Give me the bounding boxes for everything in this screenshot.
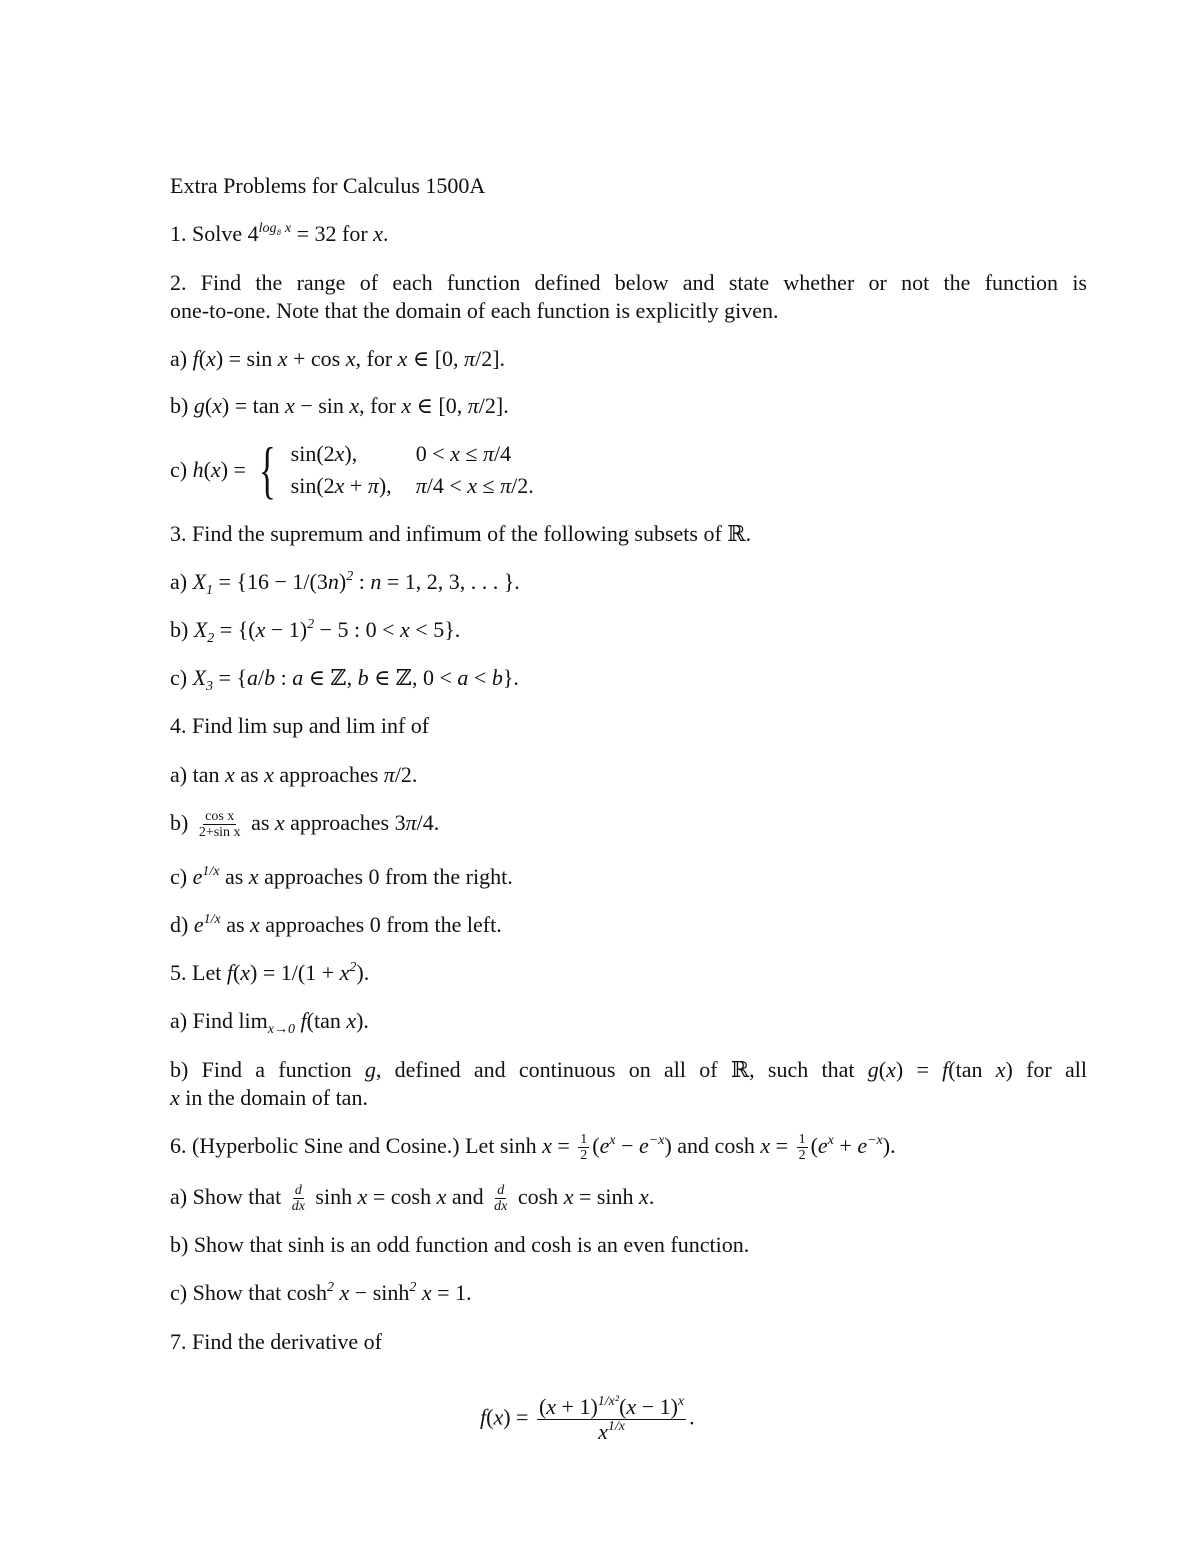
numerator — [578, 1132, 589, 1148]
text-run: ∈ [0, — [411, 393, 468, 418]
math-variable: x — [373, 221, 383, 246]
denominator — [596, 1420, 627, 1444]
superscript: 2 — [307, 617, 315, 632]
math-variable: π — [464, 346, 476, 371]
numerator — [293, 1183, 304, 1199]
problem-line — [170, 1056, 1087, 1084]
text-run: 4. Find lim sup and lim inf of — [170, 713, 430, 738]
fraction — [578, 1132, 589, 1164]
text-run: − sin — [294, 393, 350, 418]
math-variable: X — [192, 569, 207, 594]
text-run: c) — [170, 665, 193, 690]
math-variable: π — [383, 762, 395, 787]
piecewise-label — [170, 456, 246, 484]
problem-line — [170, 568, 520, 596]
text-run: 7. Find the derivative of — [170, 1329, 383, 1354]
problem-line — [170, 220, 388, 248]
superscript: 1/x — [607, 1419, 625, 1435]
text-run: (tan — [306, 1008, 347, 1033]
denominator — [290, 1199, 307, 1214]
math-variable: x — [401, 393, 412, 418]
text-run: = cosh — [367, 1184, 437, 1209]
problem-line — [170, 809, 439, 841]
text-run: , for — [355, 346, 398, 371]
text-run: in the domain of tan. — [179, 1085, 368, 1110]
math-variable: e — [192, 864, 203, 889]
text-run: a) Show that — [170, 1184, 287, 1209]
math-variable: x — [450, 441, 460, 466]
text-run: ( — [232, 960, 241, 985]
math-variable: b — [357, 665, 369, 690]
text-run: c) — [170, 864, 193, 889]
math-variable: a — [247, 665, 259, 690]
text-run: ) = tan — [221, 393, 286, 418]
document-title: Extra Problems for Calculus 1500A — [170, 173, 486, 198]
text-run: approaches 0 from the right. — [258, 864, 513, 889]
superscript: 2 — [346, 569, 354, 584]
math-variable: x — [250, 912, 260, 937]
math-variable: a — [292, 665, 304, 690]
problem-line — [170, 1007, 369, 1035]
denominator — [797, 1148, 808, 1163]
text-run: /2]. — [478, 393, 509, 418]
text-run: = — [770, 1133, 794, 1158]
text-run: b) Show that sinh is an odd function and cosh is an even function. — [170, 1232, 750, 1257]
problem-line — [170, 345, 505, 373]
text-run: < 5}. — [409, 617, 461, 642]
text-run: = 32 for — [291, 221, 374, 246]
math-variable: π — [415, 473, 427, 498]
text-run: = sinh — [573, 1184, 640, 1209]
numerator — [495, 1183, 506, 1199]
text-run: b) — [170, 393, 194, 418]
problem-line — [170, 297, 779, 325]
text-run: cosh — [512, 1184, 564, 1209]
math-variable: x — [277, 346, 288, 371]
problem-line — [170, 1183, 654, 1215]
text-run: ( — [204, 393, 213, 418]
text-run: 5. Let — [170, 960, 227, 985]
text-run: 2+sin x — [198, 825, 241, 841]
math-variable: x — [264, 762, 274, 787]
text-run: 1. Solve 4 — [170, 221, 259, 246]
math-variable: x — [170, 1085, 180, 1110]
text-run: a) — [170, 569, 193, 594]
math-variable: x — [334, 473, 345, 498]
text-run: /4 < — [426, 473, 468, 498]
problem-line — [170, 911, 502, 939]
fraction — [537, 1395, 686, 1444]
math-variable: x — [285, 393, 295, 418]
problem-line — [170, 616, 460, 644]
text-run: ) = sin — [215, 346, 278, 371]
math-variable: x — [397, 346, 408, 371]
math-variable: π — [405, 810, 417, 835]
math-variable: x — [255, 617, 266, 642]
problem-line — [170, 434, 534, 505]
math-variable: x — [206, 346, 216, 371]
problem-line — [170, 1132, 896, 1164]
problem-line — [170, 520, 751, 548]
superscript: x — [609, 1133, 616, 1148]
text-run: ∈ ℤ, — [303, 665, 358, 690]
text-run: ( — [203, 457, 211, 482]
text-run: ) = — [220, 457, 246, 482]
superscript: −x — [648, 1133, 665, 1148]
text-run: a) — [170, 346, 193, 371]
text-run: < — [468, 665, 492, 690]
text-run: − — [615, 1133, 640, 1158]
text-run: d) — [170, 912, 194, 937]
text-run: /2]. — [475, 346, 506, 371]
text-run: + — [344, 473, 368, 498]
math-variable: f — [300, 1008, 307, 1033]
text-run: , for — [359, 393, 402, 418]
text-run: = { — [213, 665, 248, 690]
text-run: = {( — [214, 617, 256, 642]
math-variable: x — [995, 1057, 1006, 1082]
math-variable: X — [192, 665, 207, 690]
problem-line — [170, 269, 1087, 297]
problem-line — [170, 863, 513, 891]
text-run: one-to-one. Note that the domain of each function is explicitly given. — [170, 298, 779, 323]
case-expression — [291, 440, 392, 468]
fraction — [797, 1132, 808, 1164]
subscript: 2 — [207, 631, 215, 646]
superscript: x — [827, 1133, 834, 1148]
denominator — [197, 825, 243, 840]
math-variable: a — [457, 665, 469, 690]
math-variable: x — [542, 1133, 552, 1158]
text-run: ( — [619, 1394, 627, 1419]
text-run: a) Find lim — [170, 1008, 268, 1033]
text-run: ( — [810, 1133, 818, 1158]
math-variable: e — [639, 1133, 649, 1158]
problem-line — [170, 761, 417, 789]
problem-line — [170, 664, 519, 692]
text-run: approaches — [273, 762, 384, 787]
case-expression — [291, 472, 392, 500]
text-run: − 1) — [265, 617, 308, 642]
text-run: − 1) — [636, 1394, 678, 1419]
math-variable: x — [212, 393, 222, 418]
text-run: = 1, 2, 3, . . . }. — [381, 569, 520, 594]
math-variable: x — [639, 1184, 649, 1209]
subscript: 3 — [206, 679, 214, 694]
math-variable: b — [491, 665, 503, 690]
math-variable: f — [942, 1057, 949, 1082]
math-variable: x — [436, 1184, 447, 1209]
superscript: 2 — [327, 1280, 335, 1295]
text-run: 2 — [580, 1148, 588, 1164]
superscript: 2 — [409, 1280, 417, 1295]
superscript: −x — [867, 1133, 883, 1148]
problem-line — [170, 712, 429, 740]
math-variable: dx — [291, 1199, 305, 1215]
text-run: = {16 − 1/(3 — [213, 569, 328, 594]
math-variable: e — [817, 1133, 828, 1158]
text-run: + 1) — [556, 1394, 598, 1419]
problem-line — [480, 1395, 695, 1444]
text-run: : — [353, 569, 371, 594]
math-variable: h — [192, 457, 204, 482]
text-run: sinh — [309, 1184, 358, 1209]
text-run: 3. Find the supremum and infimum of the following subsets of ℝ. — [170, 521, 752, 546]
denominator — [492, 1199, 509, 1214]
text-run: = — [551, 1133, 576, 1158]
problem-line — [170, 1328, 382, 1356]
left-brace-icon: { — [258, 434, 276, 505]
text-run: sin(2 — [290, 473, 335, 498]
math-variable: x — [886, 1057, 896, 1082]
math-variable: x — [248, 864, 259, 889]
text-run: 6. (Hyperbolic Sine and Cosine.) Let sinh — [170, 1133, 543, 1158]
text-run: ( — [486, 1404, 494, 1430]
text-run: /4 — [493, 441, 512, 466]
math-variable: g — [193, 393, 205, 418]
math-variable: x — [760, 1133, 771, 1158]
math-variable: x — [210, 457, 221, 482]
text-run: ), — [378, 473, 392, 498]
math-variable: x — [345, 346, 356, 371]
text-run: ). — [882, 1133, 896, 1158]
numerator — [203, 809, 236, 825]
problem-line — [170, 959, 369, 987]
math-variable: x — [598, 1419, 608, 1445]
text-run: + cos — [287, 346, 346, 371]
math-variable: x — [400, 617, 410, 642]
text-run: 1 — [580, 1132, 588, 1148]
text-run: ≤ — [459, 441, 483, 466]
math-variable: x — [493, 1404, 504, 1430]
math-variable: π — [367, 473, 379, 498]
text-run: ∈ ℤ, 0 < — [368, 665, 458, 690]
problem-line — [170, 1279, 472, 1307]
text-run: a) tan — [170, 762, 225, 787]
superscript: 1/x² — [597, 1394, 620, 1409]
problem-line — [170, 1084, 368, 1112]
math-variable: x — [346, 1008, 357, 1033]
text-run: as — [219, 864, 249, 889]
text-run: − sinh — [349, 1280, 410, 1305]
math-variable: x — [224, 762, 235, 787]
numerator — [537, 1395, 686, 1420]
math-variable: d — [294, 1183, 302, 1199]
math-variable: f — [226, 960, 233, 985]
text-run: ∈ [0, — [407, 346, 465, 371]
superscript: log₈ x — [258, 221, 292, 236]
math-variable: g — [867, 1057, 879, 1082]
text-run: , defined and continuous on all of ℝ, such that — [375, 1057, 868, 1082]
math-variable: x — [421, 1280, 432, 1305]
math-variable: π — [482, 441, 494, 466]
fraction — [492, 1183, 509, 1215]
math-variable: x — [349, 393, 360, 418]
text-run: c) Show that cosh — [170, 1280, 328, 1305]
text-run: : — [275, 665, 293, 690]
case-condition — [416, 440, 534, 468]
math-variable: x — [563, 1184, 574, 1209]
text-run: as — [245, 810, 275, 835]
superscript: 2 — [349, 960, 357, 975]
math-variable: X — [193, 617, 208, 642]
text-run: (tan — [948, 1057, 996, 1082]
math-variable: x — [339, 1280, 350, 1305]
text-run: ≤ — [477, 473, 501, 498]
text-run: b) — [170, 617, 194, 642]
math-variable: x — [357, 1184, 368, 1209]
text-run: cos x — [205, 809, 235, 825]
text-run: 2. Find the range of each function defined below and state whether or not the function is — [170, 270, 1087, 295]
text-run: /2. — [394, 762, 418, 787]
text-run: + — [833, 1133, 858, 1158]
text-run: . — [689, 1404, 695, 1430]
math-variable: b — [264, 665, 276, 690]
text-run: and — [446, 1184, 490, 1209]
text-run: ) and cosh — [664, 1133, 761, 1158]
problem-line — [170, 1231, 749, 1259]
text-run: = 1. — [431, 1280, 472, 1305]
text-run: ) = — [503, 1404, 534, 1430]
text-run: }. — [502, 665, 519, 690]
denominator — [578, 1148, 589, 1163]
text-run: 2 — [798, 1148, 806, 1164]
subscript: 1 — [206, 583, 214, 598]
text-run: /4. — [416, 810, 440, 835]
text-run: / — [258, 665, 265, 690]
text-run: ( — [198, 346, 207, 371]
math-variable: x — [339, 960, 350, 985]
text-run: 0 < — [415, 441, 451, 466]
text-run: ). — [356, 1008, 369, 1033]
math-variable: x — [546, 1394, 557, 1419]
fraction — [197, 809, 243, 841]
math-variable: n — [370, 569, 382, 594]
math-variable: π — [467, 393, 479, 418]
text-run: approaches 3 — [284, 810, 406, 835]
text-run: ). — [356, 960, 370, 985]
text-run: b) Find a function — [170, 1057, 365, 1082]
math-variable: f — [192, 346, 199, 371]
math-variable: x — [467, 473, 478, 498]
problem-line — [170, 392, 509, 420]
math-variable: e — [857, 1133, 868, 1158]
piecewise-cases — [291, 440, 534, 500]
text-run: as — [234, 762, 265, 787]
text-run: ( — [538, 1394, 547, 1419]
math-variable: dx — [494, 1199, 508, 1215]
math-variable: f — [480, 1404, 487, 1430]
text-run: /2. — [511, 473, 534, 498]
text-run: 1 — [798, 1132, 806, 1148]
superscript: 1/x — [203, 912, 221, 927]
text-run: ) = 1/(1 + — [250, 960, 340, 985]
math-variable: g — [364, 1057, 376, 1082]
text-run: approaches 0 from the left. — [259, 912, 502, 937]
math-variable: e — [193, 912, 204, 937]
numerator — [797, 1132, 808, 1148]
text-run: sin(2 — [290, 441, 335, 466]
text-run: b) — [170, 810, 194, 835]
text-run: ( — [592, 1133, 600, 1158]
text-run: ) — [338, 569, 347, 594]
math-variable: x — [274, 810, 285, 835]
superscript: 1/x — [202, 864, 220, 879]
subscript: x→0 — [267, 1022, 295, 1037]
superscript: x — [677, 1394, 685, 1409]
math-variable: x — [240, 960, 251, 985]
math-variable: π — [500, 473, 512, 498]
text-run: ) for all — [1005, 1057, 1088, 1082]
text-run: ), — [344, 441, 358, 466]
case-condition — [416, 472, 534, 500]
math-variable: x — [334, 441, 345, 466]
math-variable: e — [599, 1133, 610, 1158]
text-run: − 5 : 0 < — [314, 617, 401, 642]
math-variable: n — [327, 569, 339, 594]
math-variable: d — [497, 1183, 505, 1199]
text-run: as — [220, 912, 251, 937]
text-run: . — [382, 221, 389, 246]
text-run: ( — [878, 1057, 887, 1082]
text-run: . — [648, 1184, 655, 1209]
math-variable: x — [626, 1394, 637, 1419]
text-run: c) — [170, 457, 193, 482]
text-run: ) = — [895, 1057, 943, 1082]
fraction — [290, 1183, 307, 1215]
